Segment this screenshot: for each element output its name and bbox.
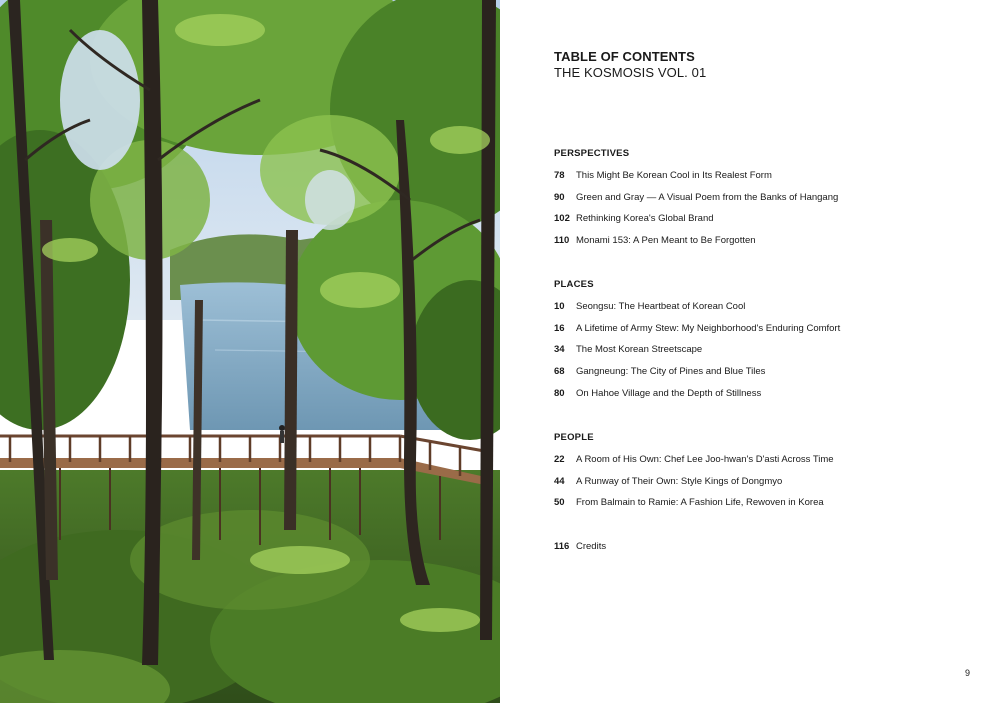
toc-header xyxy=(554,49,706,81)
entry-page-number: 22 xyxy=(554,454,565,465)
toc-entry[interactable] xyxy=(554,323,840,345)
entry-title: A Runway of Their Own: Style Kings of Dongmyo xyxy=(576,475,783,487)
entry-page-number: 34 xyxy=(554,344,565,356)
entry-page-number: 10 xyxy=(554,301,565,312)
toc-entry[interactable] xyxy=(554,541,606,563)
entry-title: Gangneung: The City of Pines and Blue Tiles xyxy=(576,366,766,378)
entry-title: Rethinking Korea's Global Brand xyxy=(576,213,714,225)
entry-page-number: 102 xyxy=(554,213,570,225)
section-heading: PLACES xyxy=(554,279,594,290)
toc-entry[interactable] xyxy=(554,388,840,410)
entry-title: Green and Gray — A Visual Poem from the Banks of Hangang xyxy=(576,191,839,203)
entry-page-number: 116 xyxy=(554,541,570,552)
entry-title: The Most Korean Streetscape xyxy=(576,344,703,356)
toc-entry[interactable] xyxy=(554,235,838,257)
entry-page-number: 78 xyxy=(554,170,565,181)
toc-entry[interactable] xyxy=(554,476,834,498)
toc-entry[interactable] xyxy=(554,301,840,323)
entry-title: A Room of His Own: Chef Lee Joo-hwan's D'asti Across Time xyxy=(576,454,834,465)
page-number: 9 xyxy=(964,668,970,678)
entry-page-number: 110 xyxy=(554,235,570,247)
entry-page-number: 44 xyxy=(554,475,565,487)
toc-entry[interactable] xyxy=(554,454,834,476)
entry-title: Monami 153: A Pen Meant to Be Forgotten xyxy=(576,235,756,247)
toc-subtitle: THE KOSMOSIS VOL. 01 xyxy=(554,65,707,80)
section-places xyxy=(554,279,840,409)
toc-title: TABLE OF CONTENTS xyxy=(554,49,695,64)
toc-entry[interactable] xyxy=(554,170,838,192)
entry-title: Seongsu: The Heartbeat of Korean Cool xyxy=(576,301,746,312)
section-heading: PERSPECTIVES xyxy=(554,148,630,159)
toc-entry[interactable] xyxy=(554,213,838,235)
entry-page-number: 68 xyxy=(554,366,565,378)
entry-title: A Lifetime of Army Stew: My Neighborhood's Enduring Comfort xyxy=(576,322,841,334)
entry-title: Credits xyxy=(576,541,607,552)
toc-entry[interactable] xyxy=(554,366,840,388)
entry-page-number: 50 xyxy=(554,497,565,509)
section-people xyxy=(554,432,834,519)
entry-title: This Might Be Korean Cool in Its Realest Form xyxy=(576,170,772,181)
toc-entry[interactable] xyxy=(554,344,840,366)
section-heading: PEOPLE xyxy=(554,432,594,443)
toc-page xyxy=(500,0,995,703)
entry-page-number: 80 xyxy=(554,387,565,399)
section-credits xyxy=(554,541,606,563)
section-perspectives xyxy=(554,148,838,257)
entry-title: On Hahoe Village and the Depth of Stillness xyxy=(576,387,762,399)
entry-page-number: 16 xyxy=(554,322,565,334)
entry-page-number: 90 xyxy=(554,191,565,203)
toc-entry[interactable] xyxy=(554,497,834,519)
entry-title: From Balmain to Ramie: A Fashion Life, Rewoven in Korea xyxy=(576,497,824,509)
toc-entry[interactable] xyxy=(554,192,838,214)
